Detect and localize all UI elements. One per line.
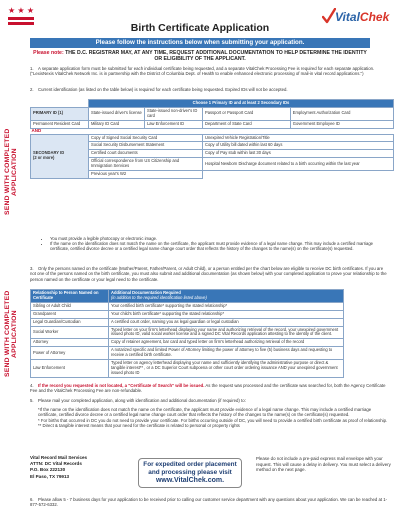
secondary-id-option: Copy of Pay stub within last 30 days	[203, 150, 394, 158]
vitalchek-link[interactable]: www.VitalChek.com.	[155, 477, 225, 484]
rel-table-col2: Additional Documentation Required (in addition to the required identification listed above)	[109, 290, 344, 303]
item-3: 3. Only the persons named on the certificate (Mother/Parent, Father/Parent, or Adult Child), or a person entitled per the chart below are eligible to receive DC birth certificates. If you are not one of the persons named on the birth certificate, you must also submit and additional documentation (as shown below) with your completed application to prove your relationship to the person named on the certificate or your legal need to the certificate.	[30, 266, 387, 282]
rel-documentation: Your child's birth certificate* supporting the stated relationship*	[109, 310, 344, 318]
vitalchek-logo	[322, 4, 392, 30]
item-4: 4. If the record you requested is not located, a "Certificate of Search" will be issued. As the request was processed and the certificate was searched for, both the Agency Certificate Fee and the VitalChek Processing Fee are non-refundable.	[30, 383, 386, 394]
primary-id-option: Employment Authorization Card	[290, 107, 393, 120]
footnote: ** Direct & tangible interest means that your need for the certificate is related to personal or property rights	[38, 422, 240, 428]
primary-id-option: Passport or Passport Card	[203, 107, 291, 120]
expedite-box: For expedited order placement and processing please visit www.VitalChek.com.	[138, 458, 242, 488]
mail-note: Please do not include a pre-paid express mail envelope with your request. This will cause a delay in delivery. You must select a delivery method on the next page.	[256, 456, 391, 473]
primary-id-option: Permanent Resident Card	[31, 120, 89, 128]
bullet-item: • If the name on the identification does not match the name on the certificate, the applicant must provide evidence of a legal name change. This may include a certified marriage certificate, certified divorce decree or a certified legal name change court order that reflects the history of the changes to the name(s) on the certificate(s) requested.	[50, 241, 390, 251]
secondary-id-option: Unexpired Vehicle Registration/Title	[203, 134, 394, 142]
and-label: AND	[31, 127, 42, 133]
rel-relationship: Sibling or Adult Child	[31, 302, 109, 310]
instructions-banner: Please follow the instructions below when submitting your application.	[30, 38, 370, 48]
rel-relationship: Power of Attorney	[31, 347, 109, 360]
relationship-table	[30, 289, 344, 378]
side-label-send-1: SEND WITH COMPLETED APPLICATION	[4, 128, 18, 216]
rel-relationship: Social Worker	[31, 326, 109, 339]
rel-relationship: Grandparent	[31, 310, 109, 318]
bullet-item: • You must provide a legible photocopy or electronic image.	[50, 236, 390, 241]
secondary-id-label: SECONDARY ID (2 or more)	[31, 134, 89, 178]
side-label-send-2: SEND WITH COMPLETED APPLICATION	[4, 290, 18, 378]
secondary-id-option: Copy of Signed Social Security Card	[89, 134, 203, 142]
primary-id-option: State-issued non-driver's ID card	[145, 107, 203, 120]
dc-flag-icon: ★ ★ ★	[6, 6, 36, 28]
primary-id-option: State-issued driver's license	[89, 107, 145, 120]
rel-table-col1: Relationship to Person Named on Certificate	[31, 290, 109, 303]
empty-cell	[203, 171, 394, 179]
item-2: 2. Current identification (as listed on the table below) is required for each certificate being requested. Expired IDs will not be accepted.	[30, 87, 288, 92]
primary-id-label: PRIMARY ID (1)	[31, 107, 89, 120]
rel-documentation: Typed letter on your firm's letterhead displaying your name and authorizing retrieval of the record, your unexpired government issued photo ID, valid social worker license and a signed DC Vital Records application attesting to the identity of the client.	[109, 326, 344, 339]
secondary-id-option: Certified court documents	[89, 150, 203, 158]
footnote: *If the name on the identification does not match the name on the certificate, the applicant must provide evidence of a legal name change. This may include a certified marriage certificate, certified divorce decree or a certified legal name change court order that reflects the history of the changes to the name(s) on the certificate(s) requested.	[38, 407, 372, 418]
secondary-id-option: Previous year's W2	[89, 171, 203, 179]
primary-id-option: Government Employee ID	[290, 120, 393, 128]
footnotes	[38, 407, 390, 428]
secondary-id-option: Copy of Utility bill dated within last 60 days	[203, 142, 394, 150]
rel-relationship: Legal Guardian/Custodian	[31, 318, 109, 326]
rel-documentation: A notarized specific and limited Power of Attorney limiting the power of attorney to five (5) business days and requesting to receive a certified birth certificate.	[109, 347, 344, 360]
primary-id-option: Military ID Card	[89, 120, 145, 128]
rel-documentation: Copy of retainer agreement, bar card and typed letter on firm's letterhead authorizing retrieval of the record	[109, 339, 344, 347]
id-bullets	[44, 236, 390, 251]
id-table-header: Choose 1 Primary ID and at least 2 Secondary IDs	[89, 100, 394, 108]
item-6: 6. Please allow 5 - 7 business days for your application to be received prior to calling our customer service department with any questions about your application. We can be reached at 1-877-572-6332.	[30, 497, 388, 508]
registrar-note: Please note: THE D.C. REGISTRAR MAY, AT ANY TIME, REQUEST ADDITIONAL DOCUMENTATION TO HELP DETERMINE THE IDENTITY OR ELIGIBILITY OF THE APPLICANT.	[33, 50, 367, 63]
rel-relationship: Law Enforcement	[31, 360, 109, 378]
checkmark-icon	[322, 8, 336, 24]
mailing-address: Vital Record Mail Services ATTN: DC Vital Records P.O. Box 222130 El Paso, TX 79913	[30, 455, 88, 479]
footnote: * For births that occurred in DC you do not need to provide your certificate. For births occurring outside of DC, you will need to provide a certified birth certificate as proof of relationship.	[38, 417, 388, 423]
rel-relationship: Attorney	[31, 339, 109, 347]
page-title: Birth Certificate Application	[130, 22, 270, 34]
item-1: 1. A separate application form must be submitted for each individual certificate being requested, and a separate VitalChek Processing Fee is required for each separate application. ("LexisNexis VitalChek Network Inc. is in partnership with the District of Columbia Dept. of Health to enable enhanced electronic processing of mail-in vital record applications.")	[30, 66, 375, 77]
secondary-id-option: Hospital Newborn Discharge document related to a birth occurring within the last year	[203, 158, 394, 171]
secondary-id-option: Official correspondence from US Citizenship and Immigration Services	[89, 158, 203, 171]
rel-documentation: A certified court order, naming you as legal guardian or legal custodian	[109, 318, 344, 326]
primary-id-option: Department of State Card	[203, 120, 291, 128]
logo-wordmark: VitalChek	[335, 10, 390, 24]
rel-documentation: Typed letter on agency letterhead displaying your name and sufficiently identifying the administrative purpose or direct & tangible interest** , or a DC Superior Court subpoena or other court order ordering issuance AND your unexpired government issued photo ID	[109, 360, 344, 378]
item-5: 5. Please mail your completed application, along with identification and additional documentation (if required) to:	[30, 398, 246, 403]
secondary-id-option: Social Security Disbursement Statement	[89, 142, 203, 150]
id-requirements-table	[30, 99, 394, 179]
rel-documentation: Your certified birth certificate* supporting the stated relationship*	[109, 302, 344, 310]
primary-id-option: Law Enforcement ID	[145, 120, 203, 128]
